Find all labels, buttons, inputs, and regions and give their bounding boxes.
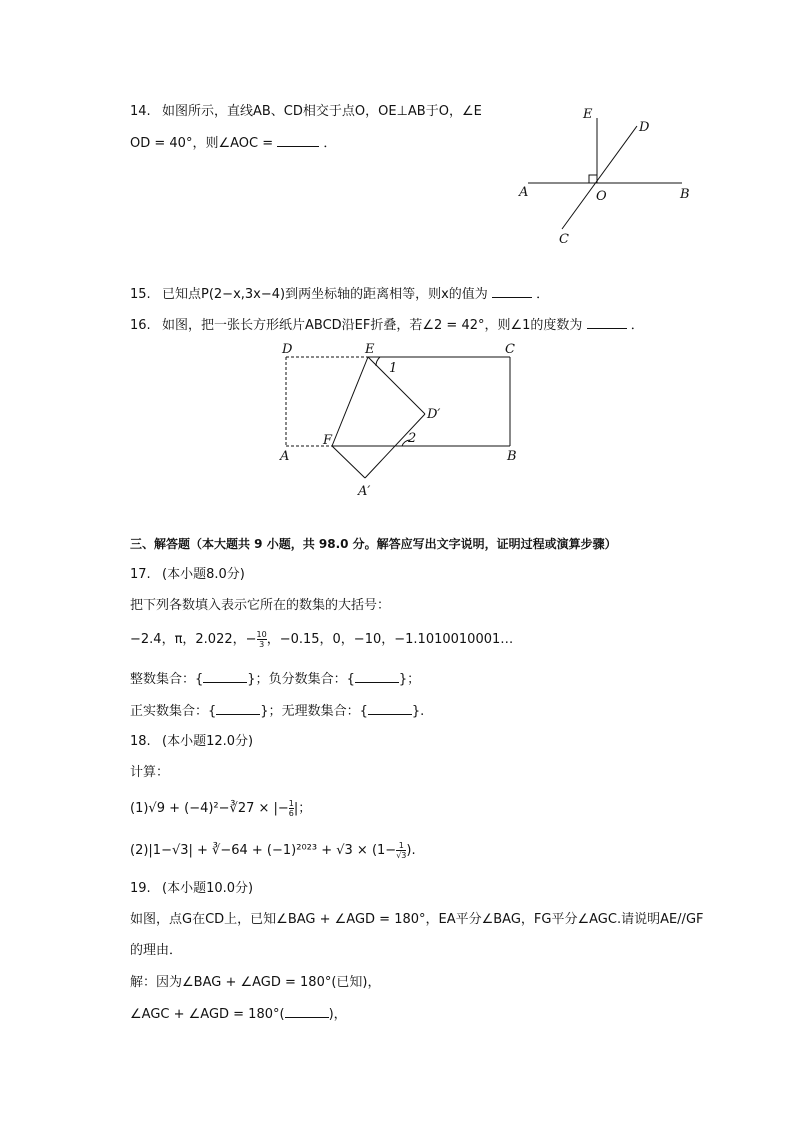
q17-nums-a: −2.4，π，2.022，−	[130, 632, 257, 647]
q19-reason-blank[interactable]	[285, 1005, 329, 1018]
q19-score: (本小题10.0分)	[162, 881, 254, 896]
q15-number: 15.	[130, 287, 151, 302]
set-negfrac-blank[interactable]	[355, 670, 399, 683]
set-integer-blank[interactable]	[203, 670, 247, 683]
q17-nums-b: ，−0.15，0，−10，−1.1010010001…	[266, 632, 514, 647]
frac-den: 3	[257, 639, 267, 649]
label-D: D	[639, 120, 650, 135]
q19-line2: 的理由．	[130, 943, 183, 958]
label-1: 1	[389, 361, 398, 376]
q14-text2: OD = 40°，则∠AOC =	[130, 136, 278, 151]
q19-line4	[130, 1005, 347, 1024]
section-3-title: 三、解答题（本大题共 9 小题，共 98.0 分。解答应写出文字说明，证明过程或演算步骤）	[130, 537, 617, 551]
q16-line	[130, 316, 644, 335]
label-A: A	[519, 185, 529, 200]
expr2-b: ).	[406, 843, 416, 858]
label-D: D	[282, 342, 293, 357]
q15-line	[130, 285, 549, 304]
set-integer-label: 整数集合：{	[130, 672, 204, 687]
q16-figure	[270, 338, 530, 503]
q17-sets-row1	[130, 670, 420, 689]
q18-prompt: 计算：	[130, 765, 170, 780]
expr1-b: |；	[293, 801, 312, 816]
q17-numbers	[130, 630, 513, 649]
q19-line4-b: )，	[328, 1007, 347, 1022]
label-2: 2	[408, 431, 417, 446]
q17-fraction	[257, 630, 267, 649]
label-C: C	[559, 232, 569, 247]
label-F: F	[323, 433, 333, 448]
q19-line3: 解：因为∠BAG + ∠AGD = 180°(已知)，	[130, 975, 381, 990]
label-E: E	[365, 342, 375, 357]
q14-figure	[510, 100, 710, 250]
q14-answer-blank[interactable]	[277, 134, 319, 147]
frac-num: 1	[398, 841, 404, 850]
q14-line2	[130, 134, 336, 153]
label-A: A	[280, 449, 290, 464]
edge-FA'	[332, 446, 365, 478]
q14-tail: ．	[323, 136, 337, 151]
line-CD	[562, 126, 637, 229]
set-posreal-label: 正实数集合：{	[130, 704, 217, 719]
q17-sets-row2	[130, 702, 424, 721]
q18-expr2	[130, 841, 416, 860]
set-negfrac-end: }；	[398, 672, 421, 687]
set-irrational-blank[interactable]	[368, 702, 412, 715]
expr1-a: (1)√9 + (−4)²−∛27 × |−	[130, 801, 289, 816]
frac-num: 1	[288, 799, 294, 808]
set-irrational-label: 无理数集合：{	[281, 704, 368, 719]
label-B: B	[507, 449, 517, 464]
label-Aprime: A′	[358, 484, 371, 499]
q19-line1: 如图，点G在CD上，已知∠BAG + ∠AGD = 180°，EA平分∠BAG，FG平分∠AGC.请说明AE//GF	[130, 912, 704, 927]
q17-prompt: 把下列各数填入表示它所在的数集的大括号：	[130, 598, 391, 613]
q15-text: 已知点P(2−x,3x−4)到两坐标轴的距离相等，则x的值为	[162, 287, 488, 302]
label-Dprime: D′	[427, 407, 441, 422]
q19-number: 19.	[130, 881, 151, 896]
q17-number: 17.	[130, 567, 151, 582]
q19-header	[130, 880, 253, 898]
q16-answer-blank[interactable]	[587, 316, 627, 329]
fold-EF	[332, 357, 368, 446]
set-posreal-blank[interactable]	[216, 702, 260, 715]
q18-number: 18.	[130, 734, 151, 749]
q16-tail: ．	[630, 318, 644, 333]
q16-text: 如图，把一张长方形纸片ABCD沿EF折叠，若∠2 = 42°，则∠1的度数为	[162, 318, 583, 333]
label-O: O	[596, 189, 607, 204]
set-integer-end: }；	[247, 672, 269, 687]
frac-den: 6	[288, 809, 294, 818]
q14-text1: 如图所示，直线AB、CD相交于点O，OE⊥AB于O，∠E	[162, 104, 482, 119]
frac-den: √3	[396, 851, 407, 860]
q18-expr1	[130, 799, 311, 818]
q18-header	[130, 733, 253, 751]
expr2-fraction	[396, 841, 406, 860]
set-irrational-end: }.	[411, 704, 425, 719]
q17-score: (本小题8.0分)	[162, 567, 245, 582]
q14-line1	[130, 103, 482, 121]
frac-num: 10	[256, 630, 267, 639]
q18-score: (本小题12.0分)	[162, 734, 254, 749]
q14-number: 14.	[130, 104, 151, 119]
angle-1-arc	[376, 357, 380, 366]
q17-header	[130, 566, 245, 584]
set-posreal-end: }；	[260, 704, 282, 719]
set-negfrac-label: 负分数集合：{	[268, 672, 355, 687]
expr2-a: (2)|1−√3| + ∛−64 + (−1)²⁰²³ + √3 × (1−	[130, 843, 397, 858]
label-B: B	[680, 187, 690, 202]
q19-line4-a: ∠AGC + ∠AGD = 180°(	[130, 1007, 285, 1022]
q15-tail: ．	[536, 287, 550, 302]
label-E: E	[583, 107, 593, 122]
q15-answer-blank[interactable]	[492, 285, 532, 298]
q16-number: 16.	[130, 318, 151, 333]
label-C: C	[505, 342, 515, 357]
